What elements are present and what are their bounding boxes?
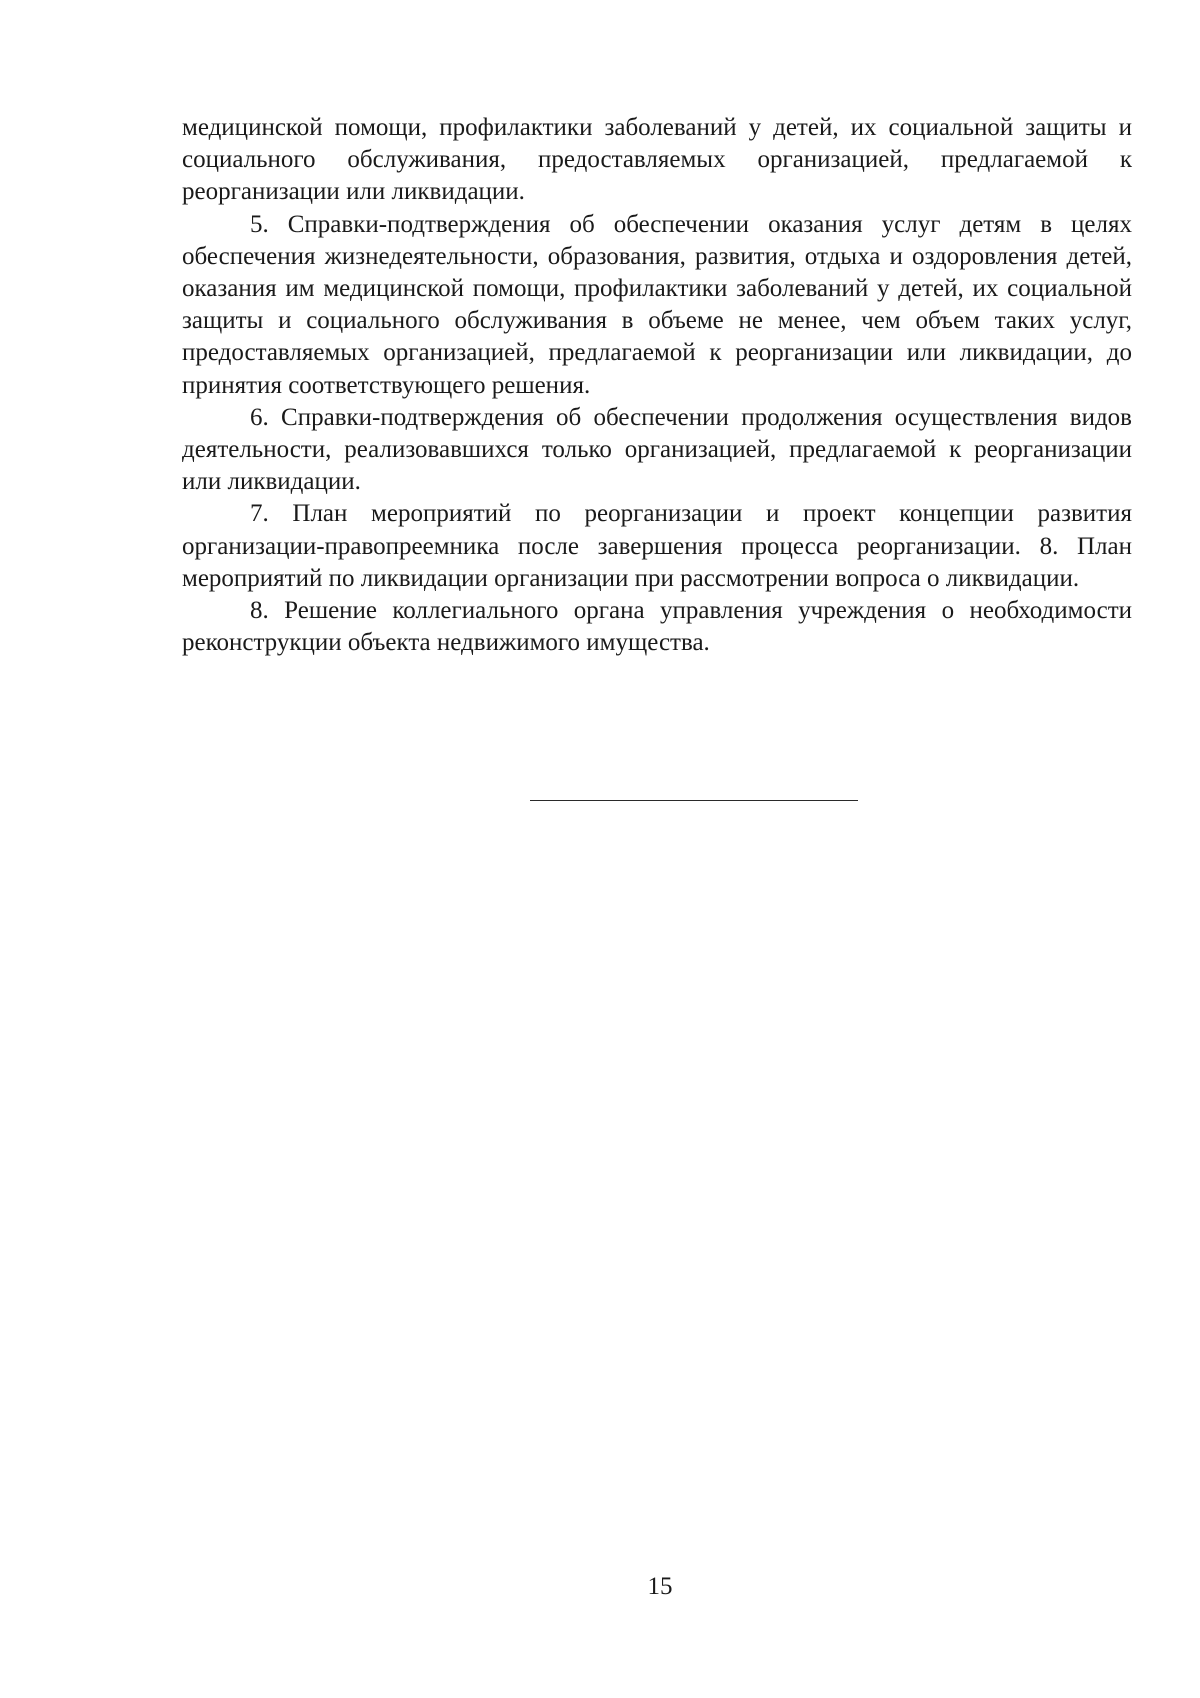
closing-divider-line [530, 800, 858, 801]
paragraph-item-6: 6. Справки-подтверждения об обеспечении продолжения осуществления видов деятельности, реализовавшихся только организацией, предлагаемой к реорганизации или ликвидации. [182, 403, 1132, 496]
document-body [182, 112, 1132, 659]
page-number: 15 [647, 1573, 673, 1600]
paragraph-item-5: 5. Справки-подтверждения об обеспечении оказания услуг детям в целях обеспечения жизнедеятельности, образования, развития, отдыха и оздоровления детей, оказания им медицинской помощи, профилактики заболеваний у детей, их социальной защиты и социального обслуживания в объеме не менее, чем объем таких услуг, предоставляемых организацией, предлагаемой к реорганизации или ликвидации, до принятия соответствующего решения. [182, 210, 1132, 399]
paragraph-item-7: 7. План мероприятий по реорганизации и проект концепции развития организации-правопреемника после завершения процесса реорганизации. 8. План мероприятий по ликвидации организации при рассмотрении вопроса о ликвидации. [182, 500, 1132, 592]
paragraph-continuation: медицинской помощи, профилактики заболеваний у детей, их социальной защиты и социального обслуживания, предоставляемых организацией, предлагаемой к реорганизации или ликвидации. [182, 114, 1132, 206]
paragraph-item-8: 8. Решение коллегиального органа управления учреждения о необходимости реконструкции объекта недвижимого имущества. [182, 597, 1132, 657]
